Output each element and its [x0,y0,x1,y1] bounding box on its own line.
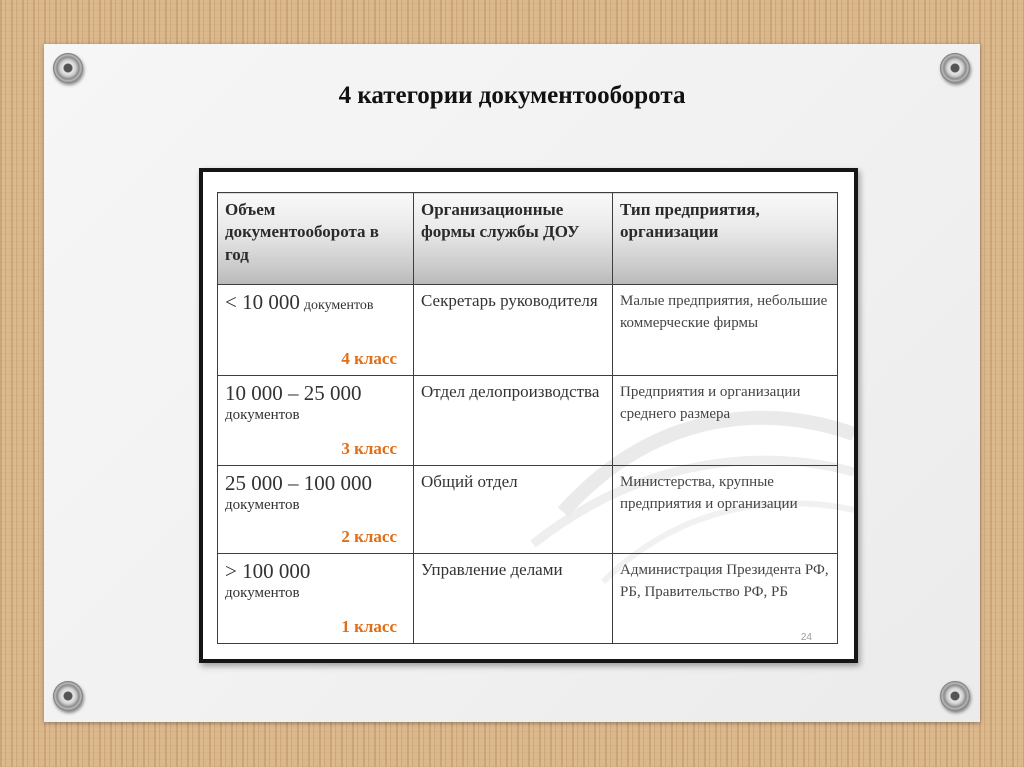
volume-cell [218,285,414,376]
org-type-cell: Администрация Президента РФ, РБ, Правительство РФ, РБ [613,554,838,644]
table-row [218,376,838,466]
pushpin-icon [940,681,970,711]
service-form-cell: Общий отдел [414,466,613,554]
class-badge: 1 класс [341,617,397,636]
table-row [218,554,838,644]
service-form-cell: Управление делами [414,554,613,644]
pushpin-icon [940,53,970,83]
pushpin-icon [53,681,83,711]
volume-cell [218,376,414,466]
class-badge: 4 класс [341,349,397,368]
table-row [218,285,838,376]
volume-value: < 10 000 [225,290,300,314]
service-form-cell: Секретарь руководителя [414,285,613,376]
volume-value: 10 000 – 25 000 [225,381,362,405]
table-header-row [218,193,838,285]
volume-unit: документов [303,298,374,313]
org-type-cell: Предприятия и организации среднего размера [613,376,838,466]
header-service-form: Организационные формы службы ДОУ [414,193,613,285]
header-volume: Объем документооборота в год [218,193,414,285]
volume-unit: документов [225,407,300,424]
volume-cell [218,554,414,644]
org-type-cell: Министерства, крупные предприятия и организации [613,466,838,554]
org-type-cell: Малые предприятия, небольшие коммерческие фирмы [613,285,838,376]
slide-frame [199,168,858,663]
class-badge: 3 класс [341,439,397,458]
page-title: 4 категории документооборота [338,82,686,109]
table-row [218,466,838,554]
service-form-cell: Отдел делопроизводства [414,376,613,466]
volume-value: > 100 000 [225,559,311,583]
volume-cell [218,466,414,554]
class-badge: 2 класс [341,527,397,546]
volume-unit: документов [225,497,300,514]
volume-unit: документов [225,585,300,602]
slide-page-number: 24 [800,632,812,643]
pushpin-icon [53,53,83,83]
categories-table [217,192,838,644]
volume-value: 25 000 – 100 000 [225,471,372,495]
header-org-type: Тип предприятия, организации [613,193,838,285]
